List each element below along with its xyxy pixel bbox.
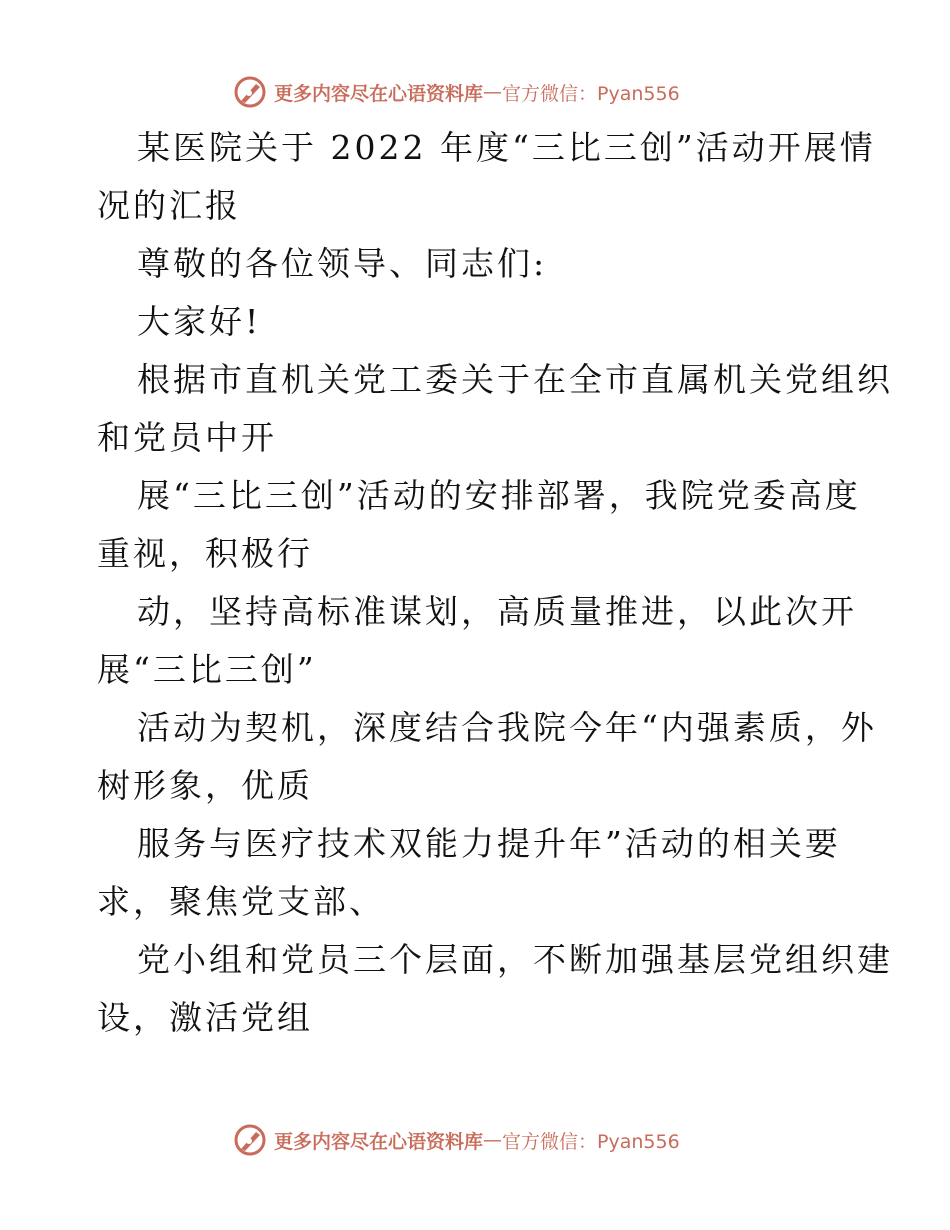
paragraph-line: 和党员中开	[97, 418, 277, 457]
paragraph-line: 求，聚焦党支部、	[97, 882, 385, 921]
greeting: 大家好!	[137, 302, 262, 341]
paragraph-line: 动，坚持高标准谋划，高质量推进，以此次开	[137, 592, 857, 631]
paragraph-line: 展“三比三创”活动的安排部署，我院党委高度	[137, 476, 861, 515]
document-title-line-1: 某医院关于 2022 年度“三比三创”活动开展情	[137, 128, 876, 167]
watermark-dash: —	[483, 1129, 503, 1151]
paragraph-line: 设，激活党组	[97, 998, 313, 1037]
salutation: 尊敬的各位领导、同志们:	[137, 244, 548, 283]
watermark-text: 更多内容尽在心语资料库	[274, 1130, 484, 1153]
paragraph-line: 服务与医疗技术双能力提升年”活动的相关要	[137, 824, 841, 863]
watermark-dash: —	[483, 81, 503, 103]
paragraph-line: 树形象，优质	[97, 766, 313, 805]
quill-seal-icon	[232, 74, 268, 110]
watermark-wechat: 官方微信：Pyan556	[502, 1130, 680, 1153]
quill-seal-icon	[232, 1122, 268, 1158]
paragraph-line: 重视，积极行	[97, 534, 313, 573]
paragraph-line: 活动为契机，深度结合我院今年“内强素质，外	[137, 708, 877, 747]
footer-watermark	[232, 1120, 680, 1160]
document-title-line-2: 况的汇报	[97, 186, 241, 225]
header-watermark	[232, 72, 680, 112]
paragraph-line: 展“三比三创”	[97, 650, 317, 689]
paragraph-line: 根据市直机关党工委关于在全市直属机关党组织	[137, 360, 893, 399]
watermark-text: 更多内容尽在心语资料库	[274, 82, 484, 105]
paragraph-line: 党小组和党员三个层面，不断加强基层党组织建	[137, 940, 893, 979]
watermark-wechat: 官方微信：Pyan556	[502, 82, 680, 105]
